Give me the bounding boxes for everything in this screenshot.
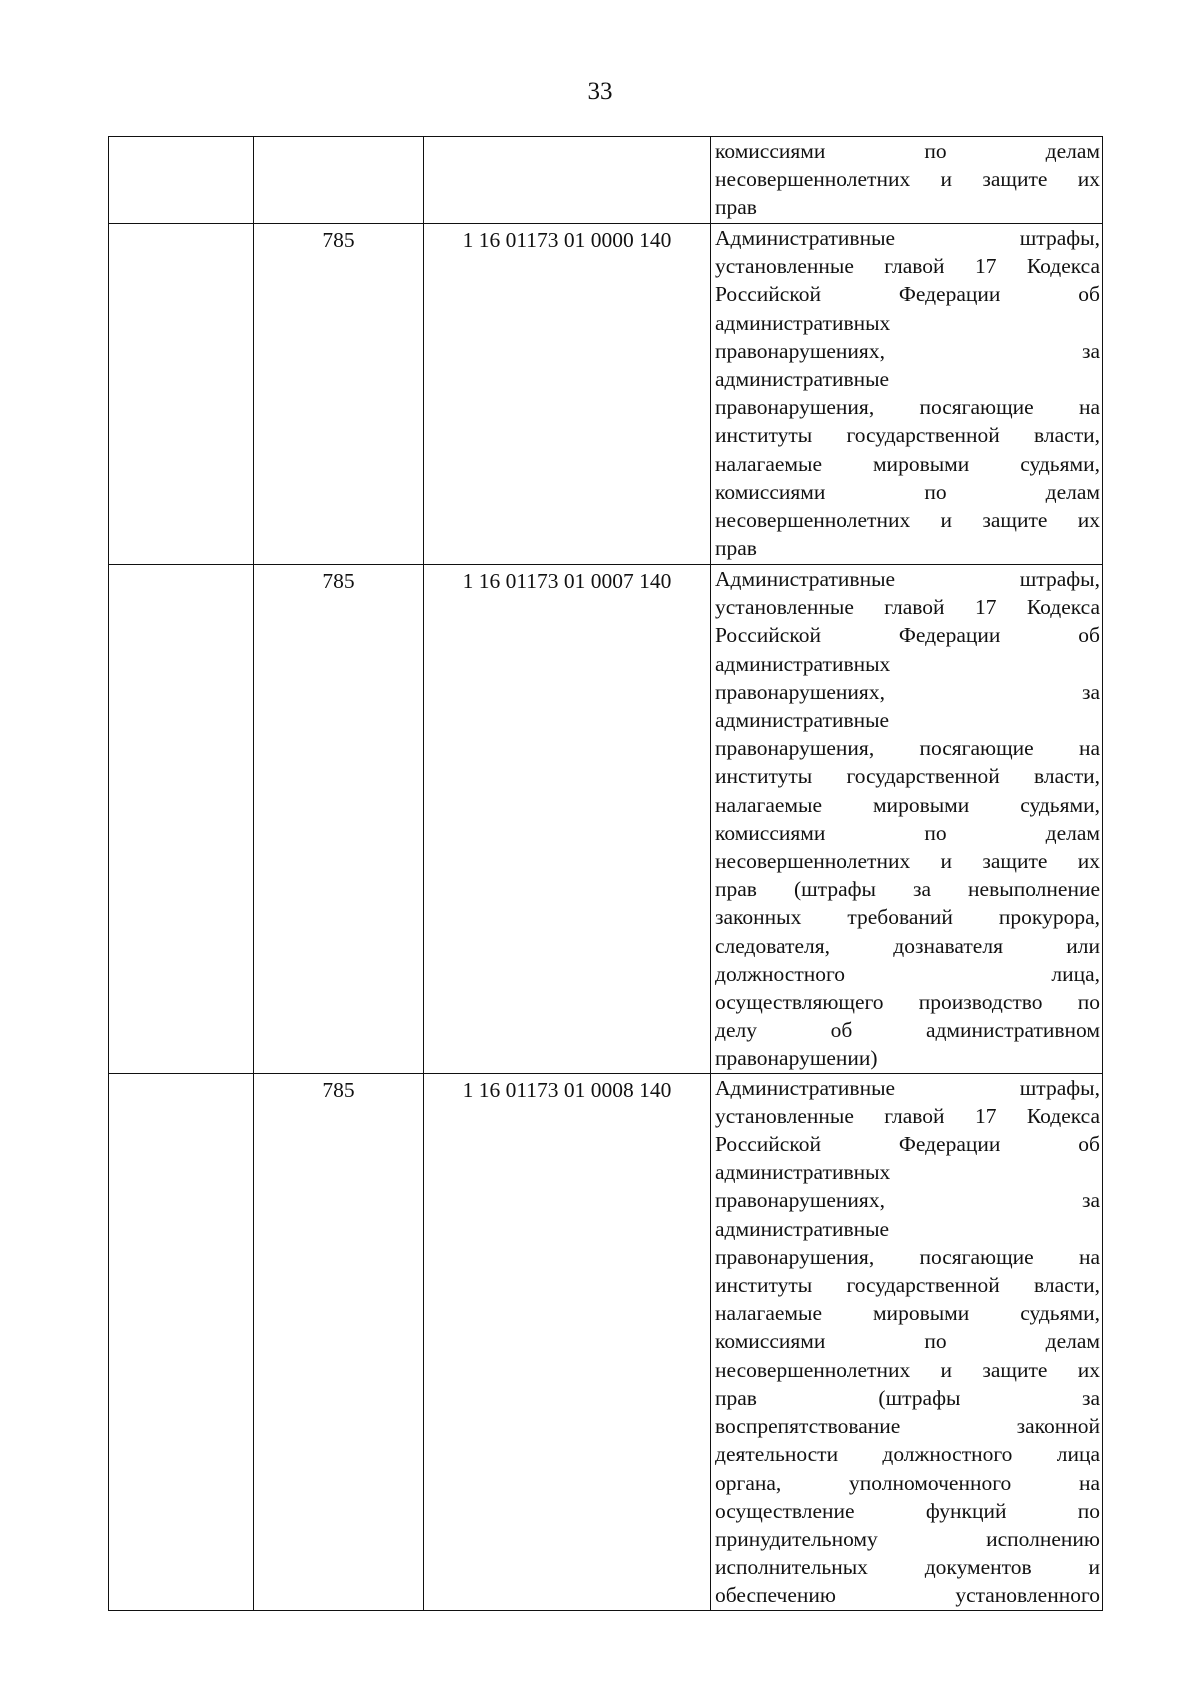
- description-line: административных: [715, 310, 891, 335]
- page-number: 33: [587, 78, 613, 105]
- empty-cell: [109, 224, 254, 565]
- description-line: налагаемые мировыми судьями,: [715, 451, 1100, 476]
- admin-code-cell: [254, 137, 424, 224]
- description-line: административных: [715, 1160, 891, 1185]
- description-line: Российской Федерации об: [715, 1132, 1100, 1157]
- description-line: Административные штрафы,: [715, 226, 1100, 250]
- description-line: правонарушения, посягающие на: [715, 1244, 1100, 1269]
- empty-cell: [109, 137, 254, 224]
- description-line: установленные главой 17 Кодекса: [715, 1103, 1100, 1128]
- description-line: налагаемые мировыми судьями,: [715, 1301, 1100, 1326]
- description-line: несовершеннолетних и защите их: [715, 508, 1100, 533]
- description-cell: [711, 137, 1103, 224]
- kbk-code-cell: 1 16 01173 01 0000 140: [424, 224, 711, 565]
- description-cell: [711, 224, 1103, 565]
- description-line: институты государственной власти,: [715, 1273, 1100, 1298]
- description-line: несовершеннолетних и защите их: [715, 167, 1100, 192]
- description-line: следователя, дознавателя или: [715, 933, 1100, 958]
- description-line: комиссиями по делам: [715, 479, 1100, 504]
- kbk-code-cell: 1 16 01173 01 0007 140: [424, 565, 711, 1074]
- description-line: административные: [715, 708, 890, 733]
- description-line: правонарушениях, за: [715, 1188, 1100, 1213]
- description-line: несовершеннолетних и защите их: [715, 849, 1100, 874]
- description-line: Российской Федерации об: [715, 282, 1100, 307]
- description-line: административные: [715, 367, 890, 392]
- description-line: прав: [715, 195, 757, 220]
- description-line: несовершеннолетних и защите их: [715, 1357, 1100, 1382]
- description-line: правонарушения, посягающие на: [715, 395, 1100, 420]
- description-line: установленные главой 17 Кодекса: [715, 595, 1100, 620]
- description-line: административные: [715, 1216, 890, 1241]
- description-line: Российской Федерации об: [715, 623, 1100, 648]
- description-line: исполнительных документов и: [715, 1555, 1100, 1580]
- description-line: правонарушении): [715, 1046, 878, 1071]
- description-line: Административные штрафы,: [715, 567, 1100, 591]
- admin-code-cell: 785: [254, 565, 424, 1074]
- admin-code-cell: 785: [254, 1073, 424, 1610]
- kbk-code-cell: [424, 137, 711, 224]
- description-line: Административные штрафы,: [715, 1075, 1100, 1100]
- description-line: прав: [715, 536, 757, 561]
- description-line: деятельности должностного лица: [715, 1442, 1100, 1467]
- description-line: правонарушения, посягающие на: [715, 736, 1100, 761]
- description-line: обеспечению установленного: [715, 1583, 1100, 1608]
- description-line: институты государственной власти,: [715, 423, 1100, 448]
- description-line: осуществление функций по: [715, 1498, 1100, 1523]
- description-line: комиссиями по делам: [715, 820, 1100, 845]
- description-line: законных требований прокурора,: [715, 905, 1100, 930]
- empty-cell: [109, 565, 254, 1074]
- description-line: органа, уполномоченного на: [715, 1470, 1100, 1495]
- description-line: осуществляющего производство по: [715, 990, 1100, 1015]
- kbk-code-cell: 1 16 01173 01 0008 140: [424, 1073, 711, 1610]
- description-line: прав (штрафы за невыполнение: [715, 877, 1100, 902]
- description-line: налагаемые мировыми судьями,: [715, 792, 1100, 817]
- empty-cell: [109, 1073, 254, 1610]
- description-line: принудительному исполнению: [715, 1526, 1100, 1551]
- table-row: [109, 1073, 1103, 1610]
- description-line: правонарушениях, за: [715, 338, 1100, 363]
- description-line: прав (штрафы за: [715, 1385, 1100, 1410]
- admin-code-cell: 785: [254, 224, 424, 565]
- description-line: воспрепятствование законной: [715, 1414, 1100, 1439]
- description-line: правонарушениях, за: [715, 679, 1100, 704]
- table-row: [109, 224, 1103, 565]
- description-line: установленные главой 17 Кодекса: [715, 254, 1100, 279]
- table-row: [109, 565, 1103, 1074]
- description-line: институты государственной власти,: [715, 764, 1100, 789]
- description-line: комиссиями по делам: [715, 139, 1100, 163]
- description-line: должностного лица,: [715, 961, 1100, 986]
- description-cell: [711, 1073, 1103, 1610]
- description-line: делу об административном: [715, 1018, 1100, 1043]
- description-line: комиссиями по делам: [715, 1329, 1100, 1354]
- table-row: [109, 137, 1103, 224]
- description-cell: [711, 565, 1103, 1074]
- budget-codes-table: [108, 136, 1103, 1611]
- description-line: административных: [715, 651, 891, 676]
